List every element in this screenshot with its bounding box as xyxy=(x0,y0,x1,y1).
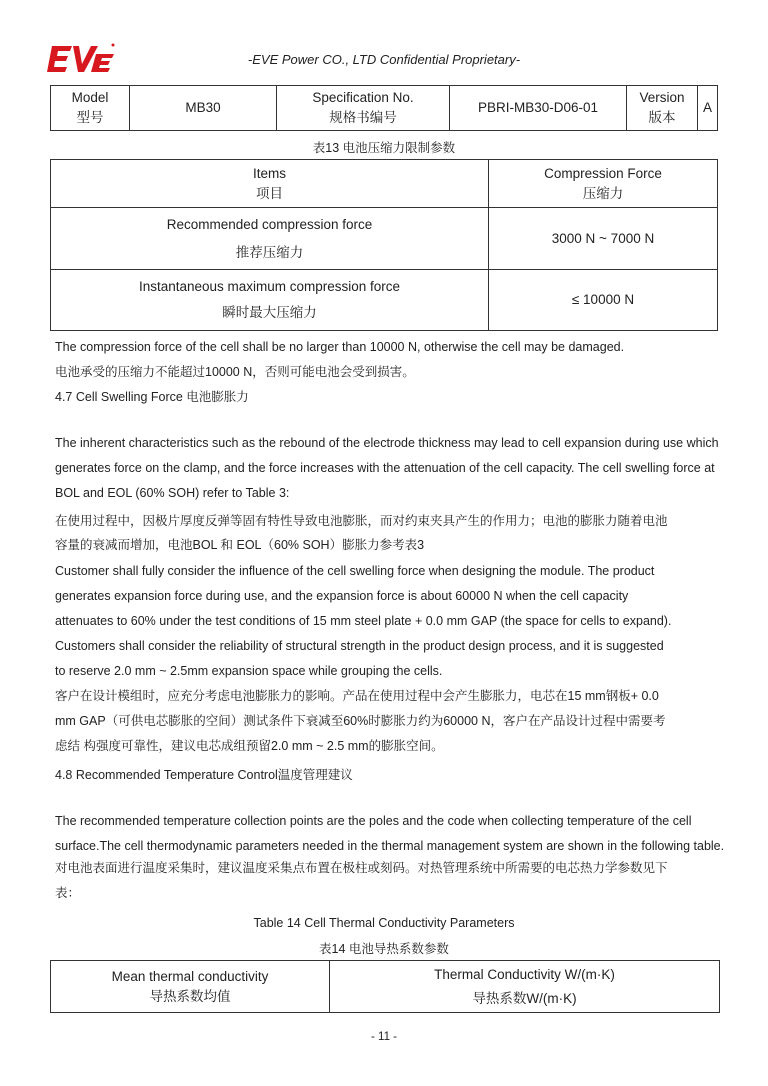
paragraph: generates expansion force during use, and the expansion force is about 60000 N when the cell capacity xyxy=(55,589,629,603)
paragraph: 客户在设计模组时，应充分考虑电池膨胀力的影响。产品在使用过程中会产生膨胀力，电芯在15 mm钢板+ 0.0 xyxy=(55,689,659,703)
paragraph: to reserve 2.0 mm ~ 2.5mm expansion space while grouping the cells. xyxy=(55,664,443,678)
model-label: Model 型号 xyxy=(51,86,130,131)
paragraph: BOL and EOL (60% SOH) refer to Table 3: xyxy=(55,486,290,500)
page-number: - 11 - xyxy=(371,1031,397,1043)
paragraph: 容量的衰减而增加，电池BOL 和 EOL（60% SOH）膨胀力参考表3 xyxy=(55,538,425,552)
paragraph: generates force on the clamp, and the force increases with the attenuation of the cell capacity. The cell swelling force at xyxy=(55,461,715,475)
spec-value: PBRI-MB30-D06-01 xyxy=(450,86,627,131)
table14-caption-zh: 表14 电池导热系数参数 xyxy=(319,942,449,956)
paragraph: surface.The cell thermodynamic parameters needed in the thermal management system are shown in the following table. xyxy=(55,839,725,853)
table-row xyxy=(51,208,718,270)
paragraph: attenuates to 60% under the test conditions of 15 mm steel plate + 0.0 mm GAP (the space for cells to expand). xyxy=(55,614,672,628)
table-row xyxy=(51,270,718,331)
table14-caption-en: Table 14 Cell Thermal Conductivity Parameters xyxy=(253,916,515,930)
compression-force-table xyxy=(50,159,718,331)
confidential-note: -EVE Power CO., LTD Confidential Proprietary- xyxy=(247,52,521,67)
thermal-conductivity-table xyxy=(50,960,720,1013)
version-value: A xyxy=(698,86,718,131)
paragraph: The recommended temperature collection points are the poles and the code when collecting temperature of the cell xyxy=(55,814,692,828)
spec-table xyxy=(50,85,718,131)
paragraph: 表： xyxy=(55,886,81,900)
version-label: Version 版本 xyxy=(627,86,698,131)
section-heading-4-7: 4.7 Cell Swelling Force 电池膨胀力 xyxy=(55,390,249,404)
table13-item: Instantaneous maximum compression force 瞬时最大压缩力 xyxy=(51,270,489,331)
table13-item: Recommended compression force 推荐压缩力 xyxy=(51,208,489,270)
table13-header-items: Items 项目 xyxy=(51,160,489,208)
paragraph: 虑结 构强度可靠性，建议电芯成组预留2.0 mm ~ 2.5 mm的膨胀空间。 xyxy=(55,739,444,753)
paragraph: 电池承受的压缩力不能超过10000 N，否则可能电池会受到损害。 xyxy=(55,365,415,379)
table13-header-force: Compression Force 压缩力 xyxy=(489,160,718,208)
model-value: MB30 xyxy=(130,86,277,131)
spec-label: Specification No. 规格书编号 xyxy=(277,86,450,131)
paragraph: The inherent characteristics such as the rebound of the electrode thickness may lead to cell expansion during use which xyxy=(55,436,719,450)
paragraph: 对电池表面进行温度采集时，建议温度采集点布置在极柱或刻码。对热管理系统中所需要的电芯热力学参数见下 xyxy=(55,861,668,875)
paragraph: 在使用过程中，因极片厚度反弹等固有特性导致电池膨胀，而对约束夹具产生的作用力；电池的膨胀力随着电池 xyxy=(55,514,668,528)
table13-value: ≤ 10000 N xyxy=(489,270,718,331)
table13-value: 3000 N ~ 7000 N xyxy=(489,208,718,270)
table14-col1: Mean thermal conductivity 导热系数均值 xyxy=(51,961,330,1013)
table13-caption: 表13 电池压缩力限制参数 xyxy=(312,141,456,155)
table14-col2: Thermal Conductivity W/(m·K) 导热系数W/(m·K) xyxy=(330,961,720,1013)
paragraph: Customer shall fully consider the influence of the cell swelling force when designing the module. The product xyxy=(55,564,655,578)
paragraph: The compression force of the cell shall be no larger than 10000 N, otherwise the cell may be damaged. xyxy=(55,340,625,354)
paragraph: mm GAP（可供电芯膨胀的空间）测试条件下衰减至60%时膨胀力约为60000 N，客户在产品设计过程中需要考 xyxy=(55,714,666,728)
section-heading-4-8: 4.8 Recommended Temperature Control温度管理建议 xyxy=(55,768,353,782)
paragraph: Customers shall consider the reliability of structural strength in the product design process, and it is suggested xyxy=(55,639,664,653)
